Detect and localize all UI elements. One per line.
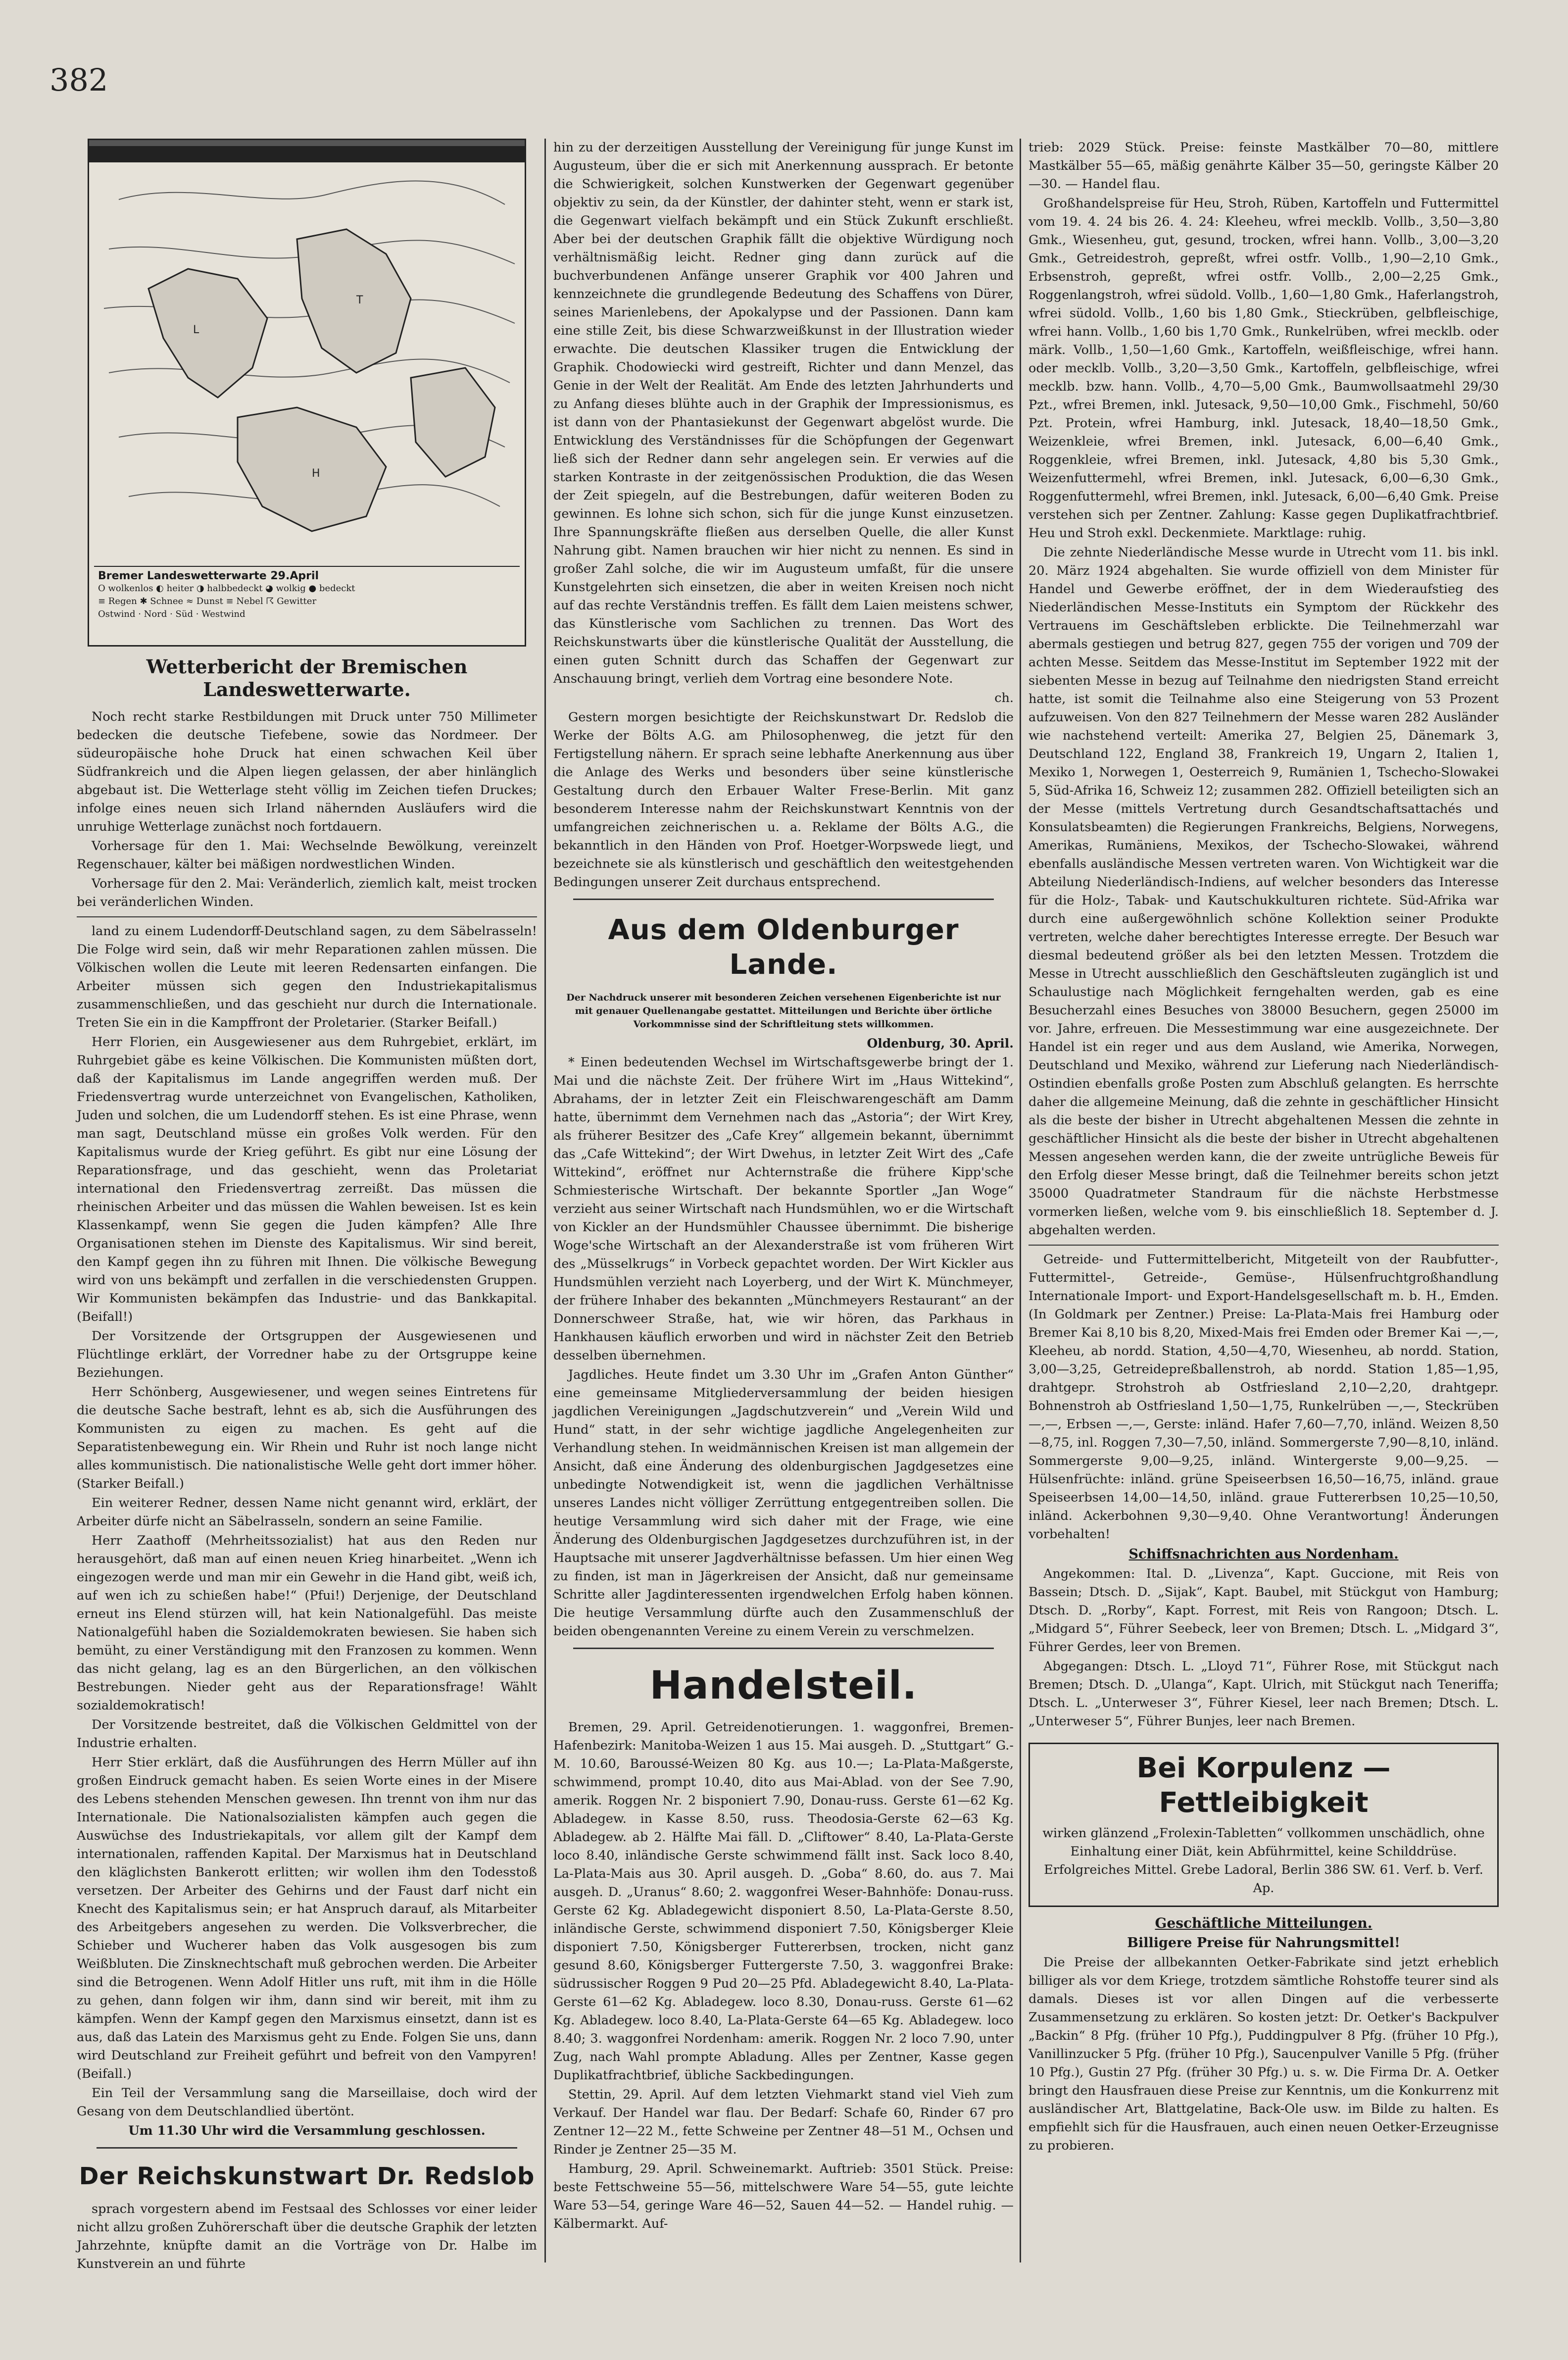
report-paragraph: Herr Schönberg, Ausgewiesener, und wegen seines Eintretens für die deutsche Sache bestraft, lehnt es ab, sich die Ausführungen des Kommunisten zu eigen zu machen. Es geht auf die Separatistenbewegung ein. Wir Rhein und Ruhr ist noch lange nicht alles kommunistisch. Die nationalistische Welle geht dort immer höher. (Starker Beifall.) [77, 1385, 537, 1491]
redslob-continued: hin zu der derzeitigen Ausstellung der Vereinigung für junge Kunst im Augusteum, über die er sich mit Anerkennung aussprach. Er betonte die Schwierigkeit, solchen Kunstwerken der Gegenwart gegenüber objektiv zu sein, da der Künstler, der dahinter steht, wenn er stark ist, die Gegenwart vielfach bekämpft und ein Stück Zukunft erschließt. Aber bei der deutschen Graphik fällt die objektive Würdigung noch verhältnismäßig leicht. Redner ging dann zurück auf die buchverbundenen Anfänge unserer Graphik vor 400 Jahren und kennzeichnete die grundlegende Bedeutung des Schaffens von Dürer, seines Marienlebens, der Apokalypse und der Passionen. Dann kam eine stille Zeit, bis diese Schwarzweißkunst in der Illustration wieder erwachte. Die deutschen Klassiker trugen die Entwicklung der Graphik. Chodowiecki wird gestreift, Richter und dann Menzel, das Genie in der Welt der Realität. Am Ende des letzten Jahrhunderts und zu Anfang dieses blühte auch in der Graphik der Impressionismus, es ist dann von der Phantasiekunst der Gegenwart abgelöst wurde. Die Entwicklung des Verständnisses für die Schöpfungen der Gegenwart ließ sich der Redner dann sehr angelegen sein. Er verwies auf die starken Kontraste in der zeitgenössischen Produktion, die das Wesen der Zeit spiegeln, auf die Bestrebungen, dafür weiteren Boden zu gewinnen. Es lohne sich schon, sich für die junge Kunst einzusetzen. Ihre Spannungskräfte fließen aus derselben Quelle, die aller Kunst Nahrung gibt. Namen brauchen wir hier nicht zu nennen. Es sind in großer Zahl solche, die wir im Augusteum umfaßt, für die unsere Kunstgelehrten sich einsetzen, die aber in weiten Kreisen noch nicht auf das rechte Verständnis treffen. Es fällt dem Laien meistens schwer, das Künstlerische vom Sachlichen zu trennen. Das Wort des Reichskunstwarts über die künstlerische Qualität der Ausstellung, die einen guten Schnitt durch das Schaffen der Gegenwart zur Anschauung bringt, verlieh dem Vortrag eine besondere Note. [553, 140, 1014, 686]
utrecht-fair: Die zehnte Niederländische Messe wurde in Utrecht vom 11. bis inkl. 20. März 1924 abgehalten. Sie wurde offiziell von dem Minister für Handel und Gewerbe eröffnet, der in dem Wiederaufstieg des Niederländischen Messe-Instituts ein Symptom der Rückkehr des Vertrauens im Geschäftsleben erblickte. Die Teilnehmerzahl war abermals gestiegen und betrug 827, gegen 755 der vorigen und 709 der achten Messe. Seitdem das Messe-Institut im September 1922 mit der siebenten Messe in bezug auf Teilnahme den niedrigsten Stand erreicht hatte, ist somit die Teilnahme also eine Steigerung von 53 Prozent aufzuweisen. Von den 827 Teilnehmern der Messe waren 282 Ausländer wie nachstehend verteilt: Amerika 27, Belgien 25, Dänemark 3, Deutschland 122, England 38, Frankreich 19, Ungarn 2, Italien 1, Mexiko 1, Norwegen 1, Oesterreich 9, Rumänien 1, Tschecho-Slowakei 5, Süd-Afrika 16, Schweiz 12; zusammen 282. Offiziell beteiligten sich an der Messe (mittels Vertretung durch Gesandtschaftsattachés und Konsulatsbeamten) die Regierungen Frankreichs, Belgiens, Norwegens, Amerikas, Rumäniens, Mexikos, der Tschecho-Slowakei, während ebenfalls ausländische Messen vertreten waren. Von Wichtigkeit war die Abteilung Niederländisch-Indiens, auf welcher besonders das Interesse für die Holz-, Tabak- und Kautschukkulturen richtete. Süd-Afrika war durch eine außergewöhnlich schöne Kollektion seiner Produkte vertreten, welche daher berechtigtes Interesse erregte. Der Besuch war diesmal bedeutend größer als bei den letzten Messen. Trotzdem die Messe in Utrecht ausschließlich den Geschäftsleuten zugänglich ist und Schaulustige nach Möglichkeit ferngehalten werden, gab es eine Besucherzahl eines Besuches von 38000 Besuchern, gegen 25000 im vor. Jahre, erfreuen. Die Messestimmung war eine ausgezeichnete. Der Handel ist ein reger und aus dem Ausland, wie Amerika, Norwegen, Deutschland und Mexiko, während zur Lieferung nach Niederländisch-Ostindien ebenfalls große Posten zum Abschluß gelangten. Es herrschte daher die allgemeine Meinung, daß die zehnte in geschäftlicher Hinsicht als die beste der bisher in Utrecht abgehaltenen Messen die zehnte in geschäftlicher Hinsicht als die beste der bisher in Utrecht abgehaltenen Messen angesehen werden kann, die der zweite untrügliche Beweis für den Erfolg dieser Messe bringt, daß die Teilnehmer bereits schon jetzt 35000 Quadratmeter Standraum für die nächste Herbstmesse vormerken ließen, welche vom 9. bis einschließlich 18. September d. J. abgehalten werden. [1029, 545, 1499, 1238]
section-divider [573, 1648, 994, 1649]
report-paragraph: Herr Florien, ein Ausgewiesener aus dem Ruhrgebiet, erklärt, im Ruhrgebiet gäbe es keine Völkischen. Die Kommunisten müßten dort, daß der Kapitalismus im Lande angegriffen werden muß. Der Friedensvertrag wurde unterzeichnet von Evangelischen, Katholiken, Juden und solchen, die um Ludendorff stehen. Es ist eine Phrase, wenn man sagt, Deutschland müsse ein großes Volk werden. Für den Kapitalismus wurde der Krieg geführt. Es gibt nur eine Lösung der Reparationsfrage, und das geschieht, wenn das Proletariat international den Friedensvertrag zerreißt. Das müssen die rheinischen Arbeiter und das müssen die Wahlen beweisen. Ist es kein Klassenkampf, wenn Sie gegen die Juden kämpfen? Alle Ihre Organisationen stehen im Dienste des Kapitalismus. Wir sind bereit, den Kampf gegen ihn zu führen mit Ihnen. Die völkische Bewegung wird von uns bekämpft und zerfallen in die verschiedensten Gruppen. Wir Kommunisten bekämpfen das Industrie- und das Bankkapital. (Beifall!) [77, 1035, 537, 1324]
column-3 [1029, 139, 1499, 2156]
map-legend-line: O wolkenlos ◐ heiter ◑ halbbedeckt ◕ wolkig ● bedeckt [98, 583, 355, 594]
handel-headline: Handelsteil. [649, 1663, 918, 1708]
section-divider [77, 916, 537, 917]
ships-arrived: Angekommen: Ital. D. „Livenza“, Kapt. Guccione, mit Reis von Bassein; Dtsch. D. „Sijak“, Kapt. Baubel, mit Stückgut von Hamburg; Dtsch. D. „Rorby“, Kapt. Forrest, mit Reis von Rangoon; Dtsch. L. „Midgard 5“, Führer Seebeck, leer von Bremen; Dtsch. L. „Midgard 3“, Führer Gerdes, leer von Bremen. [1029, 1566, 1499, 1655]
map-legend [94, 566, 520, 624]
redslob-headline: Der Reichskunstwart Dr. Redslob [79, 2162, 535, 2190]
page-number: 382 [49, 62, 108, 98]
report-paragraph: Ein Teil der Versammlung sang die Marseillaise, doch wird der Gesang von dem Deutschlandlied übertönt. [77, 2086, 537, 2119]
oldenburg-paragraph: * Einen bedeutenden Wechsel im Wirtschaftsgewerbe bringt der 1. Mai und die nächste Zeit. Der frühere Wirt im „Haus Wittekind“, Abrahams, der in letzter Zeit ein Fleischwarengeschäft am Damm hatte, übernimmt dem Vernehmen nach das „Astoria“; der Wirt Krey, als früherer Besitzer des „Cafe Krey“ allgemein bekannt, übernimmt das „Cafe Wittekind“; der Wirt Dwehus, in letzter Zeit Wirt des „Cafe Wittekind“, eröffnet nur Achternstraße die frühere Kipp'sche Schmiesterische Wirtschaft. Der bekannte Sportler „Jan Woge“ verzieht aus seiner Wirtschaft nach Hundsmühlen, wo er die Wirtschaft von Kickler an der Hundsmühler Chaussee übernimmt. Die bisherige Woge'sche Wirtschaft an der Alexanderstraße ist vom früheren Wirt des „Müsselkrugs“ in Vorbeck gepachtet worden. Der Wirt Kickler aus Hundsmühlen verzieht nach Loyerberg, und der Wirt K. Münchmeyer, der frühere Inhaber des bekannten „Münchmeyers Restaurant“ an der Donnerschweer Straße, hat, wie wir hören, das Parkhaus in Hankhausen käuflich erworben und wird in nächster Zeit den Betrieb desselben übernehmen. [553, 1055, 1014, 1363]
weather-report-title: Wetterbericht der Bremischen Landeswetterwarte. [146, 655, 468, 701]
handel-paragraph: Stettin, 29. April. Auf dem letzten Viehmarkt stand viel Vieh zum Verkauf. Der Handel war flau. Der Bedarf: Schafe 60, Rinder 67 pro Zentner 12—22 M., fette Schweine per Zentner 48—51 M., Ochsen und Rinder je Zentner 25—35 M. [553, 2087, 1014, 2157]
map-legend-line: ≡ Regen ✱ Schnee ≈ Dunst ≡ Nebel ☈ Gewitter [98, 596, 317, 606]
redslob-paragraph: sprach vorgestern abend im Festsaal des Schlosses vor einer leider nicht allzu großen Zuhörerschaft über die deutsche Graphik der letzten Jahrzehnte, knüpfte damit an die Vorträge von Dr. Halbe im Kunstverein an und führte [77, 2202, 537, 2271]
report-paragraph: Herr Zaathoff (Mehrheitssozialist) hat aus den Reden nur herausgehört, daß man auf einen neuen Krieg hinarbeitet. „Wenn ich eingezogen werde und man mir ein Gewehr in die Hand gibt, weiß ich, auf wen ich zu schießen habe!“ (Pfui!) Derjenige, der Deutschland erneut ins Elend stürzen will, hat kein Nationalgefühl. Das meiste Nationalgefühl haben die Sozialdemokraten bewiesen. Sie haben sich bemüht, zu einer Verständigung mit den Franzosen zu kommen. Wenn das nicht gelang, lag es an den Bürgerlichen, an den völkischen Bestrebungen. Nieder geht aus der Reparationsfrage! Wählt sozialdemokratisch! [77, 1533, 537, 1713]
report-paragraph: Ein weiterer Redner, dessen Name nicht genannt wird, erklärt, der Arbeiter dürfe nicht an Säbelrasseln, sondern an seine Familie. [77, 1496, 537, 1529]
business-notices-text: Die Preise der allbekannten Oetker-Fabrikate sind jetzt erheblich billiger als vor dem Kriege, trotzdem sämtliche Rohstoffe teurer sind als damals. Dieses ist vor allen Dingen auf die verbesserte Zusammensetzung zu erklären. So kosten jetzt: Dr. Oetker's Backpulver „Backin“ 8 Pfg. (früher 10 Pfg.), Puddingpulver 8 Pfg. (früher 10 Pfg.), Vanillinzucker 5 Pfg. (früher 10 Pfg.), Saucenpulver Vanille 5 Pfg. (früher 10 Pfg.), Gustin 27 Pfg. (früher 30 Pfg.) u. s. w. Die Firma Dr. A. Oetker bringt den Hausfrauen diese Preise zur Kenntnis, um die Konkurrenz mit ausländischer Art, Blattgelatine, Back-Ole usw. im Bilde zu halten. Es empfiehlt sich für die Hausfrauen, auch einen neuen Oetker-Erzeugnisse zu probieren. [1029, 1955, 1499, 2153]
svg-text:L: L [193, 324, 199, 336]
oldenburg-dateline: Oldenburg, 30. April. [867, 1036, 1014, 1051]
handel-paragraph: Bremen, 29. April. Getreidenotierungen. 1. waggonfrei, Bremen-Hafenbezirk: Manitoba-Weizen 1 aus 15. Mai ausgeh. D. „Stuttgart“ G.-M. 10.60, Baroussé-Weizen 80 Kg. aus 10.—; La-Plata-Maßgerste, schwimmend, prompt 10.40, dito aus Mai-Ablad. von der See 7.90, amerik. Roggen Nr. 2 bisponiert 7.90, Donau-russ. Gerste 61—62 Kg. Abladegew. in Kasse 8.50, russ. Theodosia-Gerste 62—63 Kg. Abladegew. ab 2. Hälfte Mai fäll. D. „Cliftower“ 8.40, La-Plata-Gerste loco 8.40, inländische Gerste schwimmend fällt inst. Sack loco 8.40, La-Plata-Mais aus 30. April ausgeh. D. „Goba“ 8.60, do. aus 7. Mai ausgeh. D. „Uranus“ 8.60; 2. waggonfrei Weser-Bahnhöfe: Donau-russ. Gerste 62 Kg. Abladegewicht disponiert 8.50, La-Plata-Gerste 8.50, inländische Gerste, schwimmend disponiert 7.50, Königsberger Kleie disponiert 7.50, Königsberger Futtererbsen, trocken, nicht ganz gesund 8.60, Königsberger Futtergerste 7.50, 3. waggonfrei Brake: südrussischer Roggen 9 Pud 20—25 Pfd. Abladegewicht 8.40, La-Plata-Gerste 61—62 Kg. Abladegew. loco 8.30, Donau-russ. Gerste 61—62 Kg. Abladegew. loco 8.40, La-Plata-Gerste 64—65 Kg. Abladegew. loco 8.40; 3. waggonfrei Nordenham: amerik. Roggen Nr. 2 loco 7.90, unter Zug, nach Wahl prompte Abladung. Alles per Zentner, Kasse gegen Duplikatfrachtbrief, übliche Sackbedingungen. [553, 1720, 1014, 2083]
map-legend-line: Ostwind · Nord · Süd · Westwind [98, 609, 245, 619]
redslob-signature: ch. [994, 691, 1014, 705]
wholesale-prices: Großhandelspreise für Heu, Stroh, Rüben, Kartoffeln und Futtermittel vom 19. 4. 24 bis 26. 4. 24: Kleeheu, wfrei mecklb. Vollb., 3,50—3,80 Gmk., Wiesenheu, gut, gesund, trocken, wfrei hann. Vollb., 3,00—3,20 Gmk., Getreidestroh, gepreßt, wfrei ostfr. Vollb., 1,90—2,10 Gmk., Erbsenstroh, gepreßt, wfrei ostfr. Vollb., 2,00—2,25 Gmk., Roggenlangstroh, wfrei südold. Vollb., 1,60—1,80 Gmk., Haferlangstroh, wfrei südold. Vollb., 1,60 bis 1,80 Gmk., Stieckrüben, gelbfleischige, wfrei hann. Vollb., 1,60 bis 1,70 Gmk., Runkelrüben, wfrei mecklb. oder märk. Vollb., 1,50—1,60 Gmk., Kartoffeln, weißfleischige, wfrei hann. oder mecklb. Vollb., 3,20—3,50 Gmk., Kartoffeln, gelbfleischige, wfrei mecklb. bzw. hann. Vollb., 4,70—5,00 Gmk., Baumwollsaatmehl 29/30 Pzt., wfrei Bremen, inkl. Jutesack, 9,50—10,00 Gmk., Fischmehl, 50/60 Pzt. Protein, wfrei Hamburg, inkl. Jutesack, 18,40—18,50 Gmk., Weizenkleie, wfrei Bremen, inkl. Jutesack, 6,00—6,40 Gmk., Roggenkleie, wfrei Bremen, inkl. Jutesack, 4,80 bis 5,30 Gmk., Weizenfuttermehl, wfrei Bremen, inkl. Jutesack, 6,00—6,30 Gmk., Roggenfuttermehl, wfrei Bremen, inkl. Jutesack, 6,00—6,40 Gmk. Preise verstehen sich per Zentner. Zahlung: Kasse gegen Duplikatfrachtbrief. Heu und Stroh exkl. Deckenmiete. Marktlage: ruhig. [1029, 196, 1499, 541]
weather-map [88, 139, 526, 647]
oldenburg-paragraph: Jagdliches. Heute findet um 3.30 Uhr im „Grafen Anton Günther“ eine gemeinsame Mitgliederversammlung der beiden hiesigen jagdlichen Vereinigungen „Jagdschutzverein“ und „Verein Wild und Hund“ statt, in der sehr wichtige jagdliche Angelegenheiten zur Verhandlung stehen. In weidmännischen Kreisen ist man allgemein der Ansicht, daß eine Änderung des oldenburgischen Jagdgesetzes eine unbedingte Notwendigkeit ist, wenn die jagdlichen Verhältnisse unseres Landes nicht völliger Zerrüttung entgegentreiben sollen. Die heutige Versammlung wird sich daher mit der Frage, wie eine Änderung des Oldenburgischen Jagdgesetzes durchzuführen ist, in der Hauptsache mit unserer Jagdverhältnisse befassen. Um hier einen Weg zu finden, ist man in Jägerkreisen der Ansicht, daß nur gemeinsame Schritte aller Jagdinteressenten irgendwelchen Erfolg haben können. Die heutige Versammlung dürfte auch den Zusammenschluß der beiden obengenannten Vereine zu einem Verein zu verschmelzen. [553, 1367, 1014, 1639]
column-rule-1 [544, 139, 546, 2262]
report-closing: Um 11.30 Uhr wird die Versammlung geschlossen. [128, 2123, 486, 2138]
section-divider [97, 2147, 517, 2149]
advertisement-text: wirken glänzend „Frolexin-Tabletten“ vollkommen unschädlich, ohne Einhaltung einer Diät, kein Abführmittel, keine Schilddrüse. Erfolgreiches Mittel. Grebe Ladoral, Berlin 386 SW. 61. Verf. b. Verf. Ap. [1042, 1826, 1485, 1896]
svg-text:H: H [312, 467, 320, 480]
map-legend-title: Bremer Landeswetterwarte 29.April [98, 570, 319, 582]
report-paragraph: Der Vorsitzende der Ortsgruppen der Ausgewiesenen und Flüchtlinge erklärt, der Vorredner habe zu der Ortsgruppe keine Beziehungen. [77, 1329, 537, 1380]
section-divider [1029, 1245, 1499, 1246]
column-rule-2 [1020, 139, 1021, 2262]
advertisement-title: Bei Korpulenz — Fettleibigkeit [1136, 1752, 1391, 1819]
business-notices-title: Geschäftliche Mitteilungen. [1155, 1915, 1372, 1931]
column-2 [553, 139, 1014, 2234]
business-notices-subtitle: Billigere Preise für Nahrungsmittel! [1127, 1935, 1400, 1951]
weather-forecast: Vorhersage für den 1. Mai: Wechselnde Bewölkung, vereinzelt Regenschauer, kälter bei mäßigen nordwestlichen Winden. [77, 839, 537, 872]
report-paragraph: Der Vorsitzende bestreitet, daß die Völkischen Geldmittel von der Industrie erhalten. [77, 1717, 537, 1751]
svg-text:T: T [356, 294, 363, 306]
shipping-news-title: Schiffsnachrichten aus Nordenham. [1128, 1547, 1399, 1562]
report-paragraph: Herr Stier erklärt, daß die Ausführungen des Herrn Müller auf ihn großen Eindruck gemacht haben. Es seien Worte eines in der Misere des Lebens stehenden Menschen gewesen. Ihn trennt von ihm nur das Internationale. Die Nationalsozialisten kämpfen auch gegen die Auswüchse des Industriekapitals, vor allem gilt der Kampf dem internationalen, raffenden Kapital. Der Marxismus hat in Deutschland den kläglichsten Bankerott erlitten; wir wollen ihm den Todesstoß versetzen. Der Arbeiter des Gehirns und der Faust darf nicht ein Knecht des Kapitalismus sein; er hat Anspruch darauf, als Mitarbeiter des Arbeitgebers angesehen zu werden. Die Volksverbrecher, die Schieber und Wucherer haben das Volk ausgesogen bis zum Weißbluten. Die Zinsknechtschaft muß gebrochen werden. Die Arbeiter sind die Betrogenen. Wenn Adolf Hitler uns ruft, mit ihm in die Hölle zu gehen, dann folgen wir ihm, dann sind wir bereit, mit ihm zu kämpfen. Wenn der Kampf gegen den Marxismus einsetzt, dann ist es aus, daß das Latein des Marxismus geht zu Ende. Folgen Sie uns, dann wird Deutschland zur Freiheit geführt und befreit von den Vampyren! (Beifall.) [77, 1755, 537, 2081]
boelts-paragraph: Gestern morgen besichtigte der Reichskunstwart Dr. Redslob die Werke der Bölts A.G. am Philosophenweg, die jetzt für den Fertigstellung nähern. Er sprach seine lebhafte Anerkennung aus über die Anlage des Werks und besonders über seine künstlerische Gestaltung durch den Erbauer Walter Frese-Berlin. Mit ganz besonderem Interesse nahm der Reichskunstwart Kenntnis von der umfangreichen zeichnerischen u. a. Reklame der Bölts A.G., die bekanntlich in den Händen von Prof. Hoetger-Worpswede liegt, und bezeichnete sie als künstlerisch und geschäftlich den weitestgehenden Bedingungen unserer Zeit durchaus entsprechend. [553, 710, 1014, 890]
report-paragraph: land zu einem Ludendorff-Deutschland sagen, zu dem Säbelrasseln! Die Folge wird sein, daß wir mehr Reparationen zahlen müssen. Die Völkischen wollen die Leute mit leeren Redensarten einfangen. Die Arbeiter müssen sich gegen den Industriekapitalismus zusammenschließen, und das geschieht nur durch die Internationale. Treten Sie ein in die Kampffront der Proletarier. (Starker Beifall.) [77, 924, 537, 1030]
cattle-market-continued: trieb: 2029 Stück. Preise: feinste Mastkälber 70—80, mittlere Mastkälber 55—65, mäßig genährte Kälber 35—50, geringste Kälber 20—30. — Handel flau. [1029, 140, 1499, 192]
oldenburg-reprint-note: Der Nachdruck unserer mit besonderen Zeichen versehenen Eigenberichte ist nur mit genauer Quellenangabe gestattet. Mitteilungen und Berichte über örtliche Vorkommnisse sind der Schriftleitung stets willkommen. [566, 992, 1001, 1030]
weather-paragraph: Noch recht starke Restbildungen mit Druck unter 750 Millimeter bedecken die deutsche Tiefebene, sowie das Nordmeer. Der südeuropäische hohe Druck hat einen schwachen Keil über Südfrankreich und die Alpen liegen gelassen, der aber hinlänglich abgebaut ist. Die Wetterlage steht völlig im Zeichen tiefen Druckes; infolge eines neuen sich Irland nähernden Ausläufers wird die unruhige Wetterlage zunächst noch fortdauern. [77, 709, 537, 834]
section-divider [573, 899, 994, 900]
column-1 [77, 139, 537, 2274]
oldenburg-headline: Aus dem Oldenburger Lande. [608, 914, 959, 981]
handel-paragraph: Hamburg, 29. April. Schweinemarkt. Auftrieb: 3501 Stück. Preise: beste Fettschweine 55—56, mittelschwere Ware 54—55, gute leichte Ware 53—54, geringe Ware 46—52, Sauen 44—52. — Handel ruhig. — Kälbermarkt. Auf- [553, 2161, 1014, 2231]
weather-forecast: Vorhersage für den 2. Mai: Veränderlich, ziemlich kalt, meist trocken bei veränderlichen Winden. [77, 876, 537, 909]
ships-departed: Abgegangen: Dtsch. L. „Lloyd 71“, Führer Rose, mit Stückgut nach Bremen; Dtsch. D. „Ulanga“, Kapt. Ulrich, mit Stückgut nach Teneriffa; Dtsch. L. „Unterweser 3“, Führer Kiesel, leer nach Bremen; Dtsch. L. „Unterweser 5“, Führer Bunjes, leer nach Bremen. [1029, 1659, 1499, 1729]
advertisement-box [1029, 1743, 1499, 1907]
grain-feed-report: Getreide- und Futtermittelbericht, Mitgeteilt von der Raubfutter-, Futtermittel-, Getreide-, Gemüse-, Hülsenfruchtgroßhandlung Internationale Import- und Export-Handelsgesellschaft m. b. H., Emden. (In Goldmark per Zentner.) Preise: La-Plata-Mais frei Hamburg oder Bremer Kai 8,10 bis 8,20, Mixed-Mais frei Emden oder Bremer Kai —,—, Kleeheu, ab nordd. Station, 4,50—4,70, Wiesenheu, ab nordd. Station, 3,00—3,25, Getreidepreßballenstroh, ab nordd. Station 1,85—1,95, drahtgepr. Strohstroh ab Ostfriesland 2,10—2,20, drahtgepr. Bohnenstroh ab Ostfriesland 1,50—1,75, Runkelrüben —,—, Steckrüben —,—, Erbsen —,—, Gerste: inländ. Hafer 7,60—7,70, inländ. Weizen 8,50—8,75, inl. Roggen 7,30—7,50, inländ. Sommergerste 7,90—8,10, inländ. Sommergerste 9,00—9,25, inländ. Wintergerste 9,00—9,25. — Hülsenfrüchte: inländ. grüne Speiseerbsen 16,50—16,75, inländ. graue Speiseerbsen 14,00—14,50, inländ. graue Futtererbsen 10,25—10,50, inländ. Ackerbohnen 9,30—9,40. Ohne Verantwortung! Änderungen vorbehalten! [1029, 1252, 1499, 1542]
